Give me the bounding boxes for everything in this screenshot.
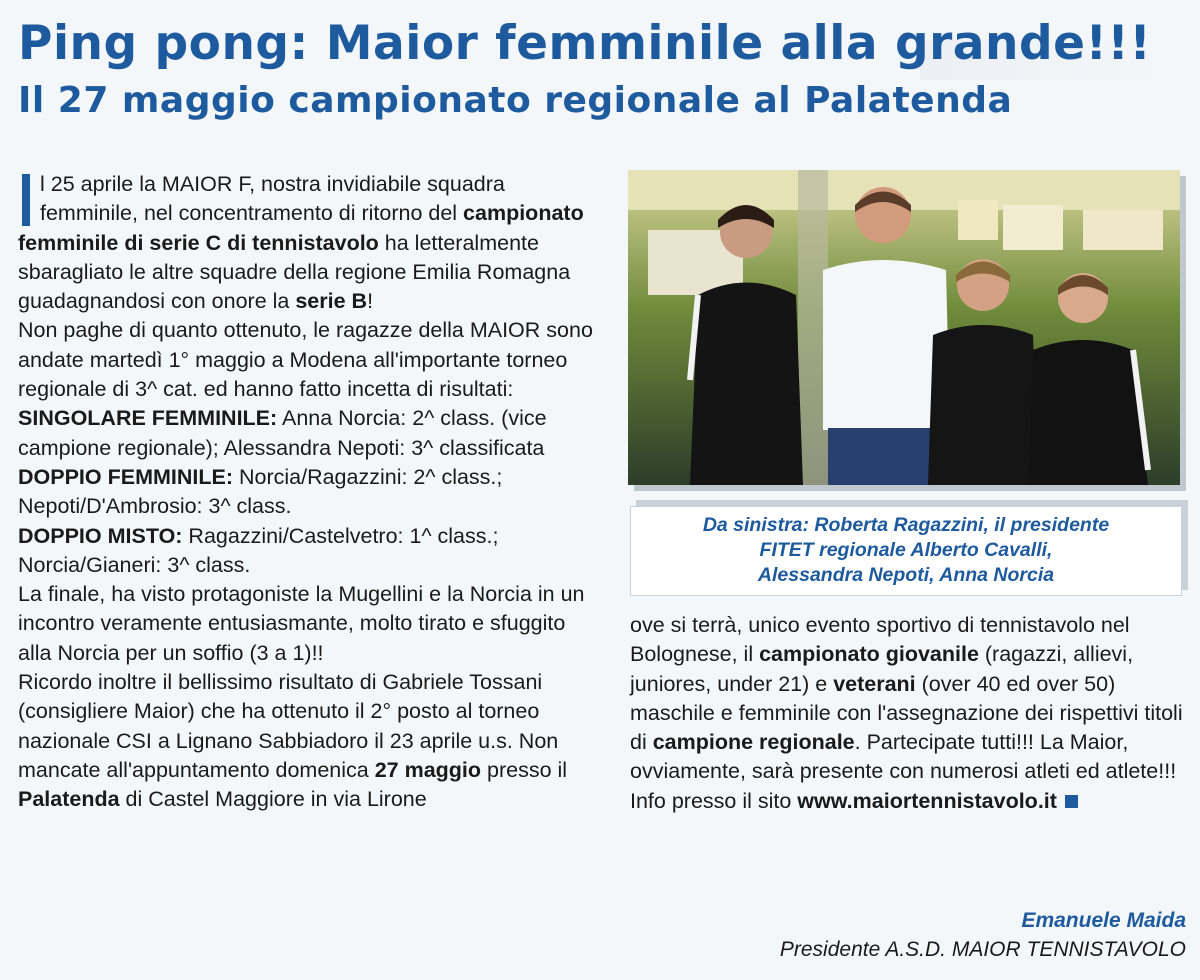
text-bold: veterani (833, 671, 916, 696)
result-text: Norcia/Ragazzini: 2^ class.; Nepoti/D'Ambrosio: 3^ class. (18, 464, 503, 519)
text-bold: campione regionale (652, 730, 855, 755)
text: ! (367, 289, 374, 314)
paragraph-tossani (18, 668, 593, 814)
author-role: Presidente A.S.D. MAIOR TENNISTAVOLO (779, 938, 1186, 961)
text-bold: serie B (295, 289, 368, 314)
text-bold: 27 maggio (374, 757, 482, 782)
result-doppio-misto (18, 522, 593, 581)
text: (over 40 ed over 50) maschile e femminile con l'assegnazione dei rispettivi titoli di (630, 671, 1183, 755)
text: presso il (481, 757, 568, 782)
text-bold: campionato femminile di serie C di tennistavolo (18, 201, 584, 255)
team-photo-illustration (628, 170, 1180, 485)
result-singolare (18, 404, 593, 463)
text: (ragazzi, allievi, juniores, under 21) e (630, 642, 1134, 696)
result-text: Anna Norcia: 2^ class. (vice campione regionale); Alessandra Nepoti: 3^ classificata (18, 406, 547, 460)
author-signature (780, 906, 1186, 964)
text-bold: campionato giovanile (759, 642, 979, 667)
caption-line: Alessandra Nepoti, Anna Norcia (757, 564, 1055, 586)
result-label: SINGOLARE FEMMINILE: (18, 406, 278, 431)
article-right-column (630, 611, 1190, 816)
article-left-column (18, 170, 593, 815)
result-text: Ragazzini/Castelvetro: 1^ class.; Norcia/Gianeri: 3^ class. (18, 523, 499, 577)
dropcap-bar (22, 174, 30, 226)
text: ha letteralmente sbaragliato le altre squadre della regione Emilia Romagna guadagnandosi con onore la (18, 230, 571, 314)
text: di Castel Maggiore in via Lirone (119, 787, 427, 812)
website-link[interactable]: www.maiortennistavolo.it (797, 788, 1057, 813)
result-label: DOPPIO MISTO: (18, 523, 183, 548)
caption-line: FITET regionale Alberto Cavalli, (759, 539, 1053, 561)
team-photo (628, 170, 1180, 485)
photo-caption (630, 506, 1182, 596)
end-of-article-icon (1065, 795, 1078, 808)
paragraph-campionato (630, 611, 1190, 816)
article-subtitle: Il 27 maggio campionato regionale al Palatenda (18, 80, 1013, 121)
author-name: Emanuele Maida (1021, 909, 1186, 932)
paragraph-intro (18, 170, 593, 316)
text: l 25 aprile la MAIOR F, nostra invidiabile squadra femminile, nel concentramento di ritorno del (40, 172, 505, 226)
result-doppio-femminile (18, 463, 593, 522)
result-label: DOPPIO FEMMINILE: (18, 464, 233, 489)
article-headline (18, 14, 1188, 126)
paragraph-modena: Non paghe di quanto ottenuto, le ragazze della MAIOR sono andate martedì 1° maggio a Modena all'importante torneo regionale di 3^ cat. ed hanno fatto incetta di risultati: (18, 318, 593, 402)
text: Ricordo inoltre il bellissimo risultato di Gabriele Tossani (consigliere Maior) che ha ottenuto il 2° posto al torneo nazionale CSI a Lignano Sabbiadoro il 23 aprile u.s. Non mancate all'appuntamento domenica (18, 670, 559, 782)
article-title: Ping pong: Maior femminile alla grande!!! (18, 16, 1152, 71)
text-bold: Palatenda (18, 787, 120, 812)
text: . Partecipate tutti!!! La Maior, ovviamente, sarà presente con numerosi atleti ed atlete!!! Info presso il sito (630, 730, 1177, 813)
paragraph-finale: La finale, ha visto protagoniste la Mugellini e la Norcia in un incontro veramente entusiasmante, molto tirato e sfuggito alla Norcia per un soffio (3 a 1)!! (18, 582, 585, 665)
caption-line: Da sinistra: Roberta Ragazzini, il presidente (702, 514, 1110, 536)
text: ove si terrà, unico evento sportivo di tennistavolo nel Bolognese, il (630, 613, 1130, 667)
